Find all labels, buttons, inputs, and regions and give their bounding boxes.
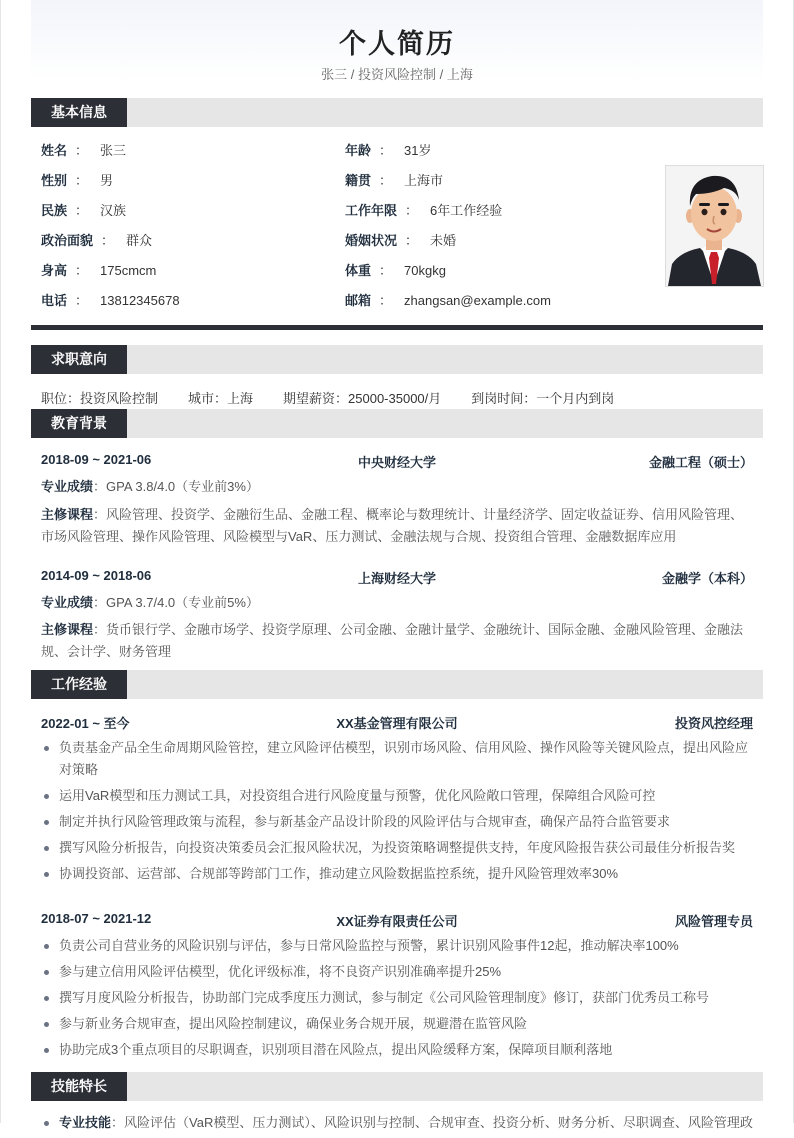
work-duties-list <box>41 935 753 1065</box>
section-title: 工作经验 <box>31 670 127 699</box>
info-label: 籍贯 <box>345 173 372 188</box>
info-label: 民族 <box>41 203 68 218</box>
courses-value: ：货币银行学、金融市场学、投资学原理、公司金融、金融计量学、金融统计、国际金融、金融风险管理、金融法规、会计学、财务管理 <box>41 622 744 659</box>
info-political-status <box>41 232 152 250</box>
info-value: 汉族 <box>100 203 127 218</box>
courses-label: 主修课程 <box>41 622 94 637</box>
info-label: 邮箱 <box>345 293 372 308</box>
list-item <box>41 1112 753 1134</box>
info-label: 姓名 <box>41 143 68 158</box>
info-height <box>41 262 156 280</box>
list-item <box>41 863 753 885</box>
education-grade <box>41 476 753 498</box>
info-colon: ： <box>379 173 393 188</box>
duty-text: 撰写月度风险分析报告，协助部门完成季度压力测试，参与制定《公司风险管理制度》修订，获部门优秀员工称号 <box>59 990 710 1005</box>
education-degree: 金融学（本科） <box>661 571 753 586</box>
info-value: 6年工作经验 <box>430 203 503 218</box>
duty-text: 运用VaR模型和压力测试工具，对投资组合进行风险度量与预警，优化风险敞口管理，保障组合风险可控 <box>59 788 656 803</box>
grade-value: ：GPA 3.8/4.0（专业前3%） <box>93 479 259 494</box>
intent-salary: 期望薪资：25000-35000/月 <box>283 391 442 406</box>
portrait-illustration <box>666 166 763 286</box>
bullet-dot <box>44 1048 49 1053</box>
list-item <box>41 837 753 859</box>
info-colon: ： <box>379 143 393 158</box>
page-border-left <box>0 0 1 1123</box>
work-period: 2022-01 ~ 至今 <box>41 716 130 731</box>
education-courses <box>41 619 753 663</box>
skills-list <box>41 1112 753 1138</box>
duty-text: 制定并执行风险管理政策与流程，参与新基金产品设计阶段的风险评估与合规审查，确保产品符合监管要求 <box>59 814 671 829</box>
info-colon: ： <box>379 293 393 308</box>
page-subtitle: 张三 / 投资风险控制 / 上海 <box>321 67 473 82</box>
info-value: 175cmcm <box>100 263 157 278</box>
intent-position: 职位：投资风险控制 <box>41 391 159 406</box>
info-value: 70kgkg <box>404 263 446 278</box>
bullet-dot <box>44 944 49 949</box>
work-entry-header <box>41 911 753 929</box>
info-value: zhangsan@example.com <box>404 293 551 308</box>
info-colon: ： <box>75 173 89 188</box>
info-value: 未婚 <box>430 233 457 248</box>
section-job-intent <box>31 345 763 374</box>
info-hometown <box>345 172 443 190</box>
bullet-dot <box>44 794 49 799</box>
section-title: 求职意向 <box>31 345 127 374</box>
grade-label: 专业成绩 <box>41 595 94 610</box>
section-title: 基本信息 <box>31 98 127 127</box>
resume-header <box>31 0 763 82</box>
info-colon: ： <box>405 233 419 248</box>
skill-label: 专业技能 <box>59 1115 112 1130</box>
info-colon: ： <box>101 233 115 248</box>
list-item <box>41 961 753 983</box>
info-colon: ： <box>75 143 89 158</box>
bullet-dot <box>44 1022 49 1027</box>
info-label: 体重 <box>345 263 372 278</box>
list-item <box>41 1013 753 1035</box>
education-school: 中央财经大学 <box>357 455 436 470</box>
section-title: 教育背景 <box>31 409 127 438</box>
list-item <box>41 987 753 1009</box>
duty-text: 负责基金产品全生命周期风险管控，建立风险评估模型，识别市场风险、信用风险、操作风险等关键风险点，提出风险应对策略 <box>59 740 749 777</box>
duty-text: 协助完成3个重点项目的尽职调查，识别项目潜在风险点，提出风险缓释方案，保障项目顺利落地 <box>59 1042 613 1057</box>
info-colon: ： <box>405 203 419 218</box>
info-colon: ： <box>379 263 393 278</box>
list-item <box>41 785 753 807</box>
work-title: 风险管理专员 <box>674 914 753 929</box>
grade-label: 专业成绩 <box>41 479 94 494</box>
divider <box>31 325 763 330</box>
duty-text: 撰写风险分析报告，向投资决策委员会汇报风险状况，为投资策略调整提供支持，年度风险报告获公司最佳分析报告奖 <box>59 840 736 855</box>
info-marital-status <box>345 232 456 250</box>
education-period: 2014-09 ~ 2018-06 <box>41 568 152 583</box>
bullet-dot <box>44 970 49 975</box>
bullet-dot <box>44 820 49 825</box>
info-value: 群众 <box>126 233 153 248</box>
work-title: 投资风控经理 <box>674 716 753 731</box>
work-entry-header <box>41 713 753 731</box>
info-weight <box>345 262 446 280</box>
courses-value: ：风险管理、投资学、金融衍生品、金融工程、概率论与数理统计、计量经济学、固定收益证券、信用风险管理、市场风险管理、操作风险管理、风险模型与VaR、压力测试、金融法规与合规、投资组合管理、金融数据库应用 <box>41 507 744 544</box>
duty-text: 负责公司自营业务的风险识别与评估，参与日常风险监控与预警，累计识别风险事件12起，推动解决率100% <box>59 938 679 953</box>
info-ethnicity <box>41 202 126 220</box>
info-phone <box>41 292 180 310</box>
info-years-experience <box>345 202 502 220</box>
duty-text: 参与建立信用风险评估模型，优化评级标准，将不良资产识别准确率提升25% <box>59 964 502 979</box>
duty-text: 协调投资部、运营部、合规部等跨部门工作，推动建立风险数据监控系统，提升风险管理效率30% <box>59 866 619 881</box>
list-item <box>41 737 753 781</box>
info-label: 身高 <box>41 263 68 278</box>
courses-label: 主修课程 <box>41 507 94 522</box>
info-label: 电话 <box>41 293 68 308</box>
skill-text: ：风险评估（VaR模型、压力测试）、风险识别与控制、合规审查、投资分析、财务分析、尽职调查、风险管理政 <box>111 1115 753 1130</box>
intent-availability: 到岗时间：一个月内到岗 <box>471 391 615 406</box>
bullet-dot <box>44 846 49 851</box>
section-title: 技能特长 <box>31 1072 127 1101</box>
education-courses <box>41 504 753 548</box>
intent-city: 城市：上海 <box>188 391 254 406</box>
list-item <box>41 811 753 833</box>
page-title: 个人简历 <box>339 29 455 59</box>
work-period: 2018-07 ~ 2021-12 <box>41 911 152 926</box>
info-label: 政治面貌 <box>41 233 94 248</box>
info-label: 性别 <box>41 173 68 188</box>
list-item <box>41 1039 753 1061</box>
grade-value: ：GPA 3.7/4.0（专业前5%） <box>93 595 259 610</box>
info-label: 年龄 <box>345 143 372 158</box>
info-colon: ： <box>75 263 89 278</box>
info-name <box>41 142 126 160</box>
education-degree: 金融工程（硕士） <box>648 455 753 470</box>
education-entry-header <box>41 568 753 586</box>
work-company: XX基金管理有限公司 <box>336 716 458 731</box>
avatar <box>665 165 764 287</box>
info-email <box>345 292 551 310</box>
info-value: 31岁 <box>404 143 432 158</box>
list-item <box>41 935 753 957</box>
job-intent-line <box>41 388 644 407</box>
section-work-experience <box>31 670 763 699</box>
info-label: 工作年限 <box>345 203 398 218</box>
info-value: 张三 <box>100 143 127 158</box>
work-company: XX证券有限责任公司 <box>336 914 458 929</box>
bullet-dot <box>44 1121 49 1126</box>
info-value: 男 <box>100 173 114 188</box>
bullet-dot <box>44 872 49 877</box>
education-school: 上海财经大学 <box>357 571 436 586</box>
section-basic-info <box>31 98 763 127</box>
duty-text: 参与新业务合规审查，提出风险控制建议，确保业务合规开展，规避潜在监管风险 <box>59 1016 528 1031</box>
info-gender <box>41 172 113 190</box>
education-grade <box>41 592 753 614</box>
info-value: 上海市 <box>404 173 444 188</box>
bullet-dot <box>44 746 49 751</box>
bullet-dot <box>44 996 49 1001</box>
info-label: 婚姻状况 <box>345 233 398 248</box>
education-period: 2018-09 ~ 2021-06 <box>41 452 152 467</box>
work-duties-list <box>41 737 753 889</box>
info-colon: ： <box>75 293 89 308</box>
section-education <box>31 409 763 438</box>
info-value: 13812345678 <box>100 293 180 308</box>
info-age <box>345 142 432 160</box>
education-entry-header <box>41 452 753 470</box>
info-colon: ： <box>75 203 89 218</box>
section-skills <box>31 1072 763 1101</box>
